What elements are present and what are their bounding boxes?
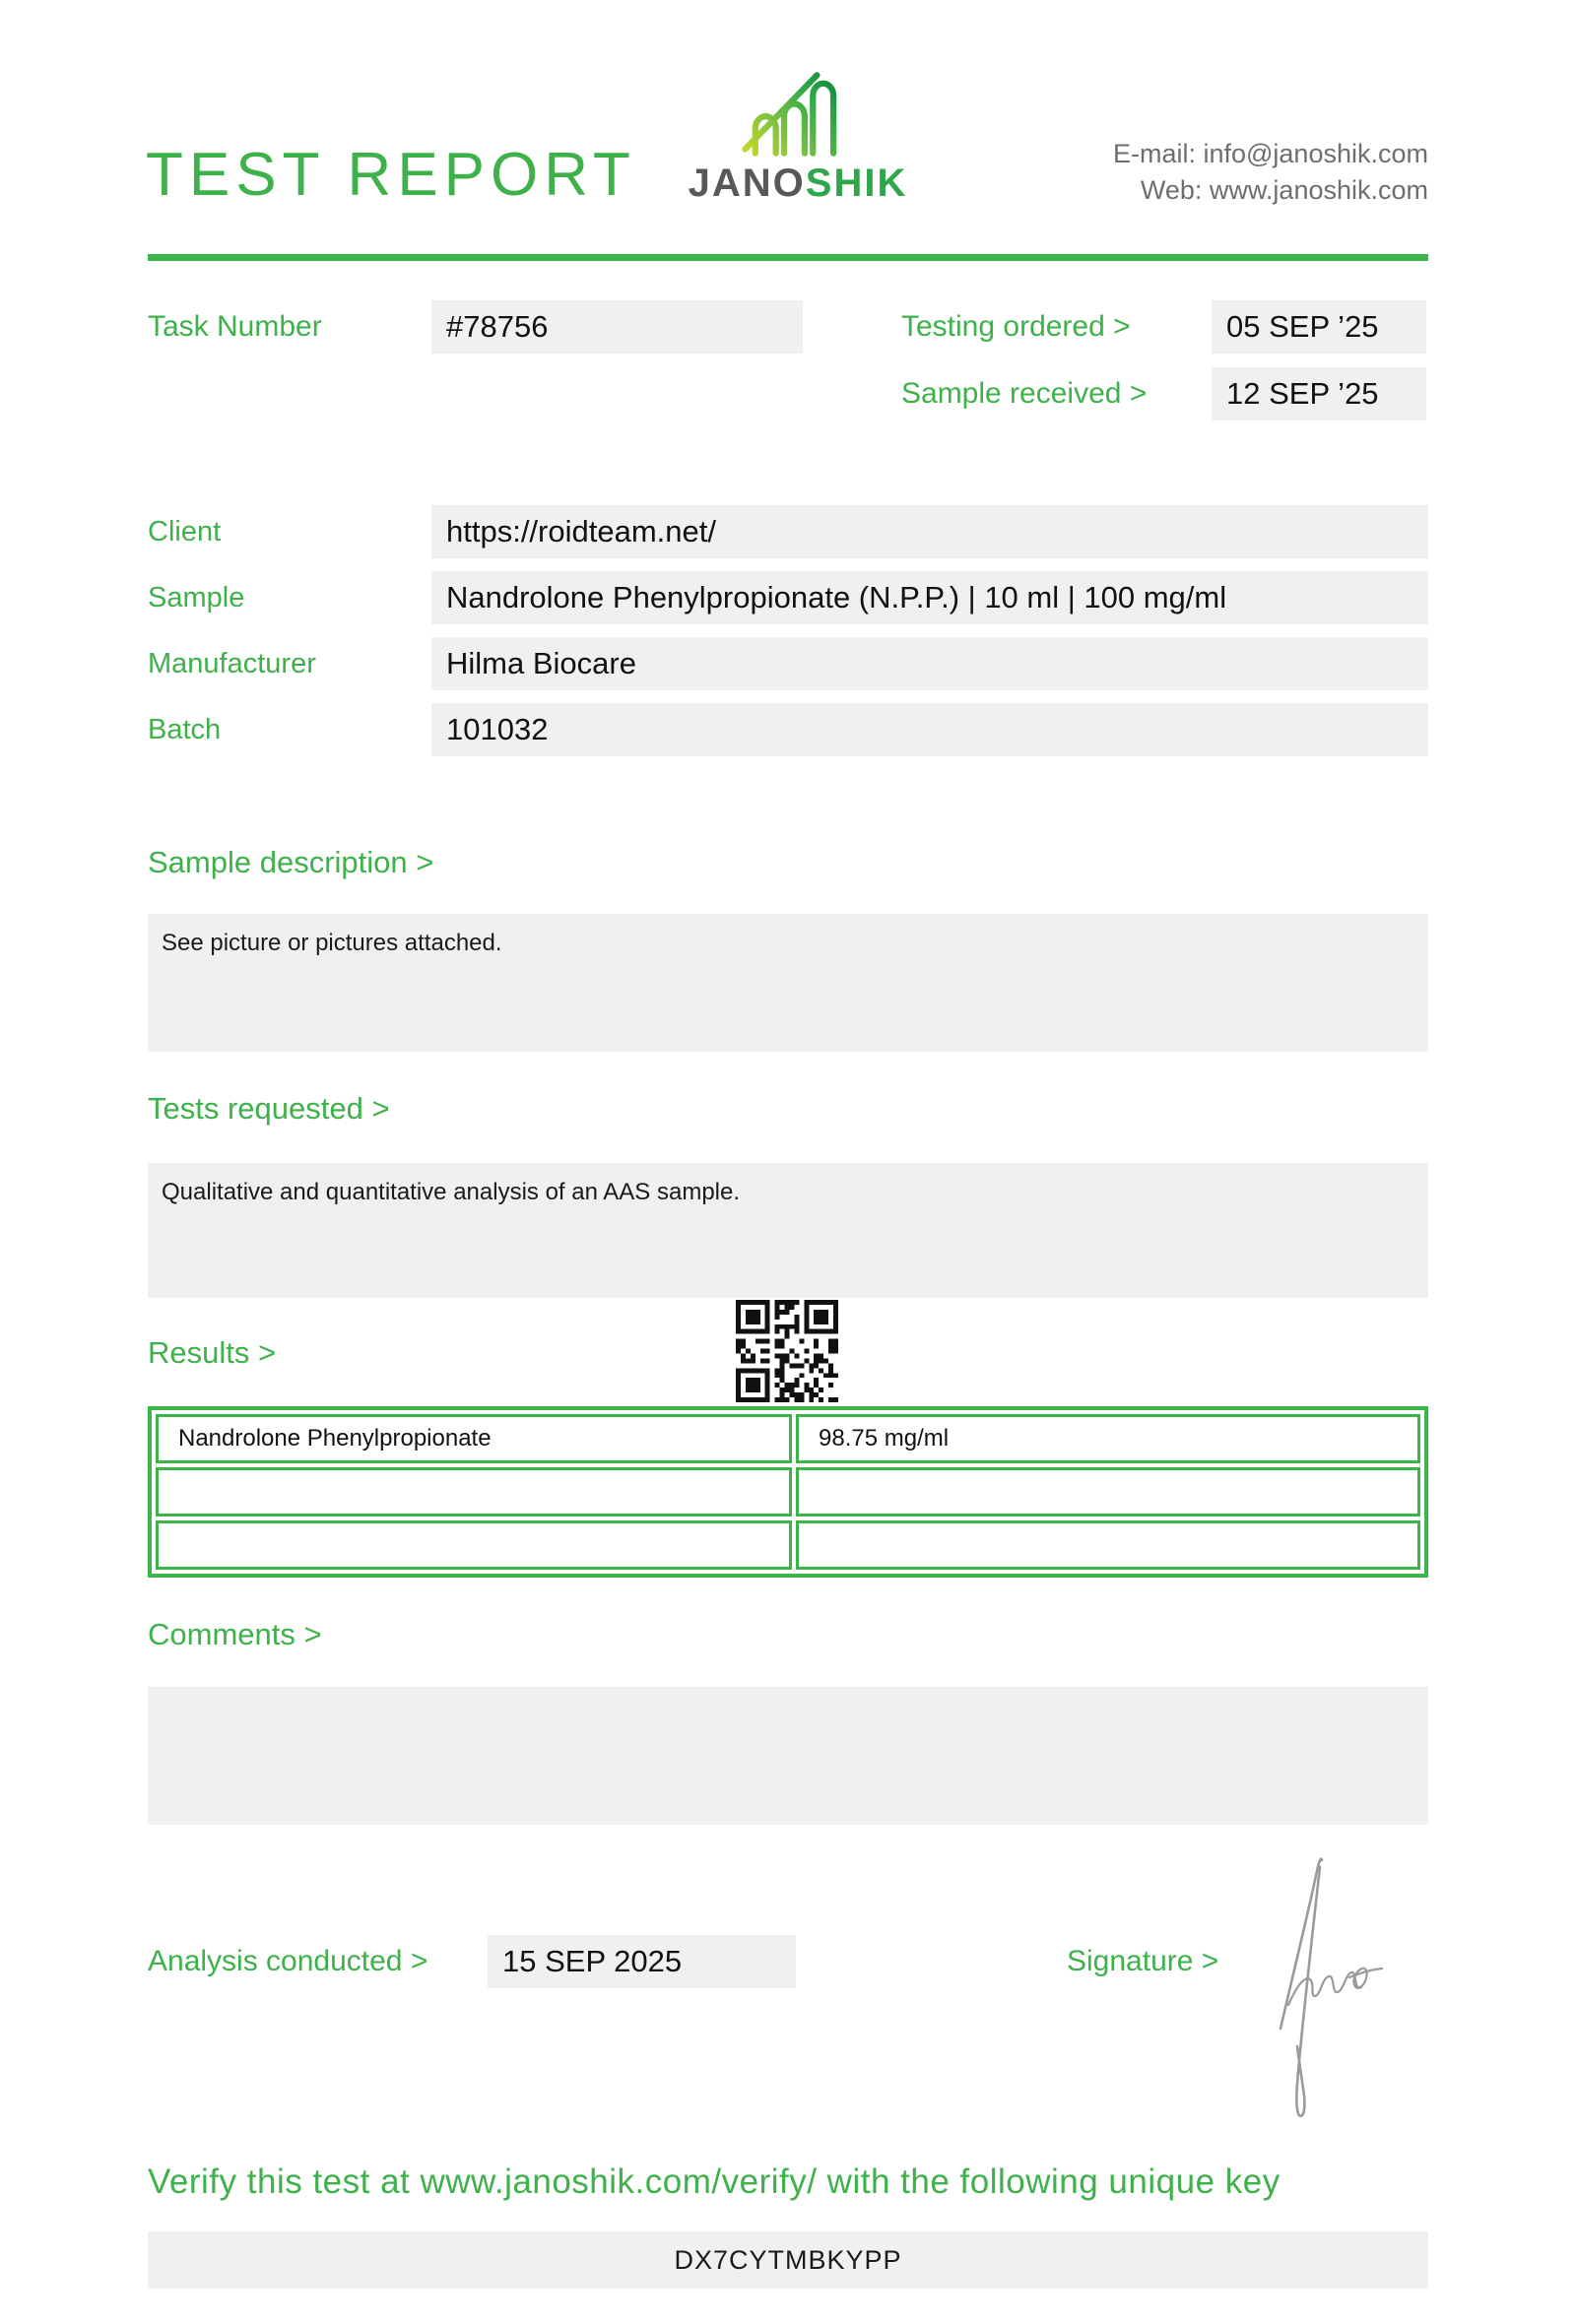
sample-description-heading: Sample description > xyxy=(148,845,434,879)
brand-name-jano: JANO xyxy=(688,161,806,205)
comments-box xyxy=(148,1687,1428,1825)
sample-received-value: 12 SEP ’25 xyxy=(1226,376,1379,411)
contact-email: E-mail: info@janoshik.com xyxy=(1112,139,1428,168)
client-value-box xyxy=(431,505,1428,558)
qr-code xyxy=(736,1300,838,1402)
results-heading: Results > xyxy=(148,1335,277,1370)
analysis-conducted-value-box xyxy=(488,1935,796,1988)
client-label: Client xyxy=(148,516,222,548)
manufacturer-value: Hilma Biocare xyxy=(446,646,636,680)
batch-value: 101032 xyxy=(446,712,549,746)
sample-label: Sample xyxy=(148,582,245,613)
signature-label: Signature > xyxy=(1067,1945,1219,1977)
tests-requested-text: Qualitative and quantitative analysis of an AAS sample. xyxy=(162,1179,741,1205)
sample-description-text: See picture or pictures attached. xyxy=(162,930,502,956)
verify-key-box xyxy=(148,2231,1428,2289)
result-analyte-cell: Nandrolone Phenylpropionate xyxy=(156,1414,792,1463)
results-table xyxy=(148,1406,1428,1578)
sample-value: Nandrolone Phenylpropionate (N.P.P.) | 10 ml | 100 mg/ml xyxy=(446,580,1227,614)
table-row xyxy=(156,1414,1420,1463)
manufacturer-value-box xyxy=(431,637,1428,690)
client-value: https://roidteam.net/ xyxy=(446,514,716,549)
manufacturer-label: Manufacturer xyxy=(148,648,316,679)
contact-web: Web: www.janoshik.com xyxy=(1140,175,1428,205)
testing-ordered-value: 05 SEP ’25 xyxy=(1226,309,1379,344)
analysis-conducted-label: Analysis conducted > xyxy=(148,1945,428,1977)
task-number-label: Task Number xyxy=(148,310,322,343)
sample-description-box xyxy=(148,914,1428,1052)
result-value-cell: 98.75 mg/ml xyxy=(796,1414,1420,1463)
table-row xyxy=(156,1467,1420,1517)
task-number-value-box xyxy=(431,300,803,354)
verify-instruction: Verify this test at www.janoshik.com/verify/ with the following unique key xyxy=(148,2163,1280,2201)
signature-scribble xyxy=(1221,1810,1438,2125)
header-divider xyxy=(148,254,1428,261)
testing-ordered-value-box xyxy=(1212,300,1426,354)
result-analyte-cell xyxy=(156,1467,792,1517)
verify-key: DX7CYTMBKYPP xyxy=(674,2245,902,2275)
result-analyte-cell xyxy=(156,1520,792,1570)
sample-received-label: Sample received > xyxy=(901,377,1148,410)
tests-requested-box xyxy=(148,1163,1428,1298)
table-row xyxy=(156,1520,1420,1570)
result-value-cell xyxy=(796,1467,1420,1517)
tests-requested-heading: Tests requested > xyxy=(148,1091,390,1126)
task-number-value: #78756 xyxy=(446,309,549,344)
sample-received-value-box xyxy=(1212,367,1426,420)
batch-label: Batch xyxy=(148,714,222,745)
comments-heading: Comments > xyxy=(148,1617,322,1651)
page-title: TEST REPORT xyxy=(146,141,636,209)
contact-block xyxy=(148,136,1428,209)
sample-value-box xyxy=(431,571,1428,624)
batch-value-box xyxy=(431,703,1428,756)
analysis-conducted-value: 15 SEP 2025 xyxy=(502,1944,683,1978)
brand-name-shik: SHIK xyxy=(805,161,908,205)
testing-ordered-label: Testing ordered > xyxy=(901,310,1131,343)
comments-text xyxy=(148,1687,1428,1703)
result-value-cell xyxy=(796,1520,1420,1570)
